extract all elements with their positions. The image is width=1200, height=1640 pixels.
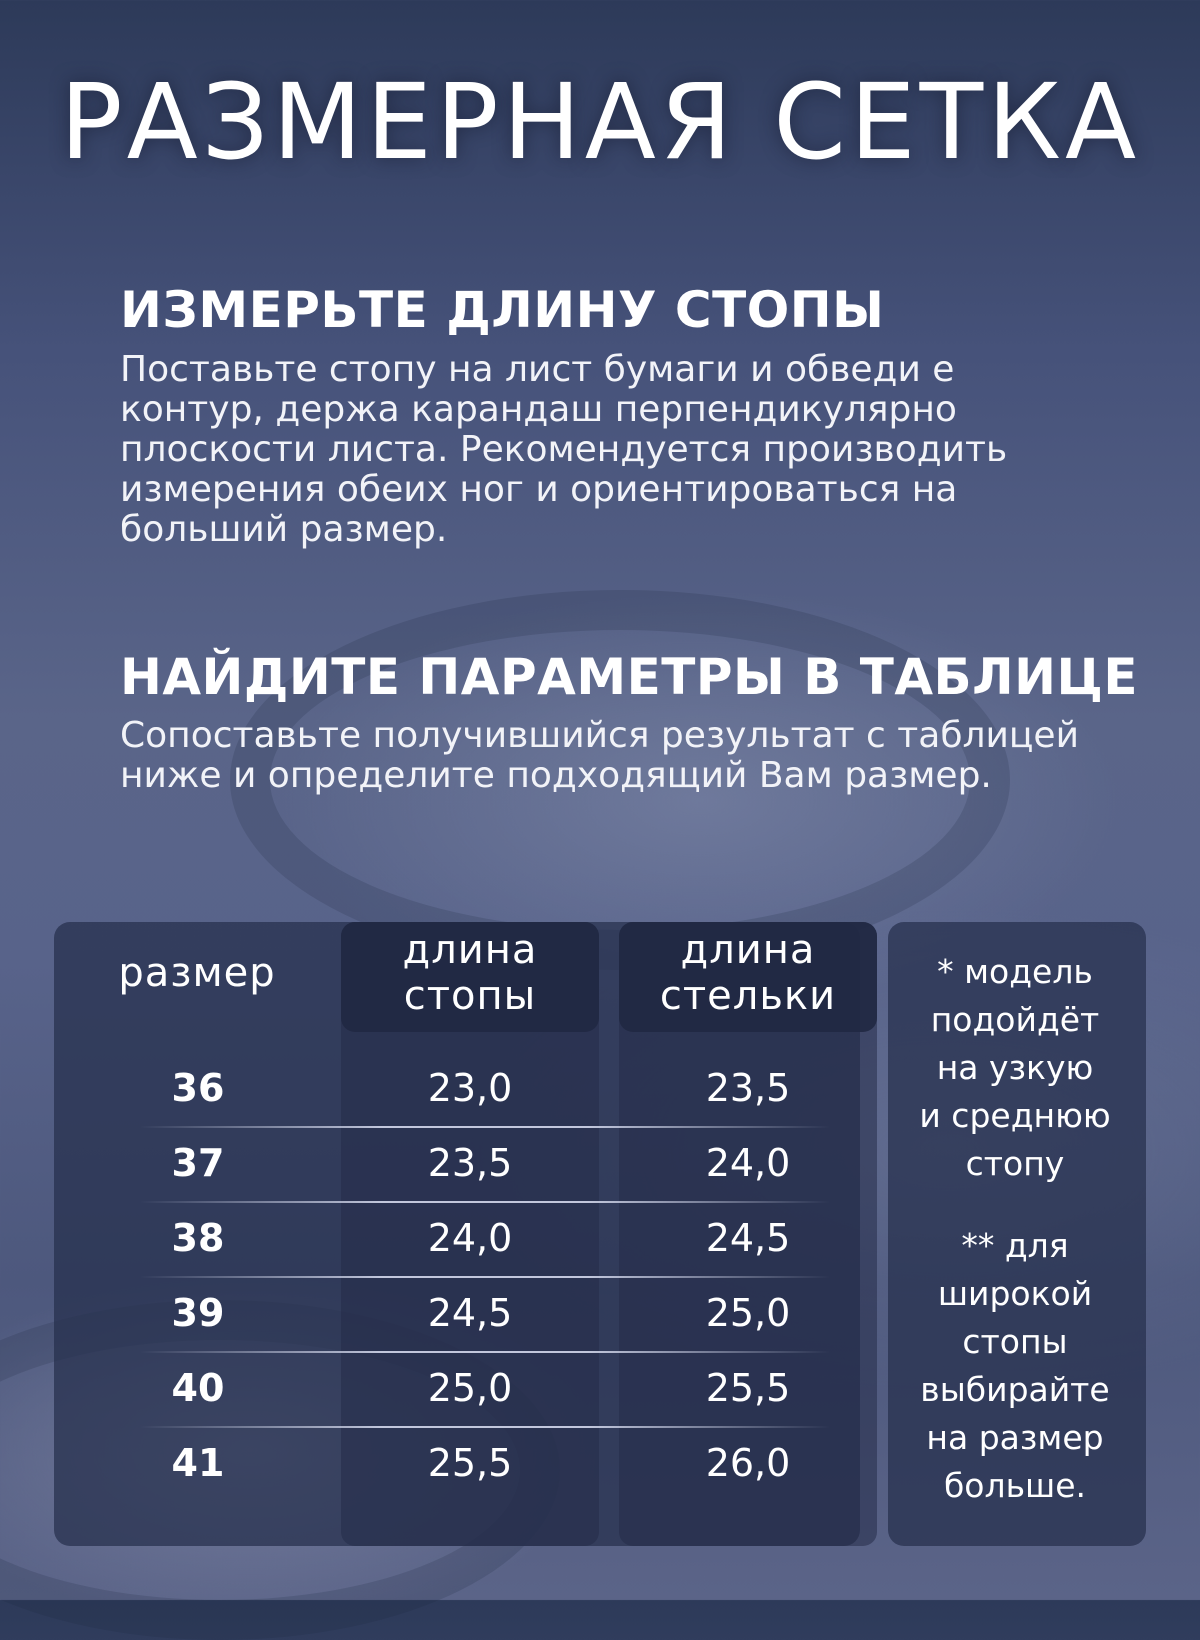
foot-length-cell: 23,5 [427, 1141, 513, 1185]
note-line: ** для [961, 1226, 1069, 1265]
foot-length-cell: 23,0 [427, 1066, 513, 1110]
foot-length-header-line: стопы [403, 973, 537, 1019]
row-divider [140, 1276, 830, 1278]
insole-length-header-line: длина [680, 927, 816, 973]
row-divider [140, 1351, 830, 1353]
step1-line: контур, держа карандаш перпендикулярно [120, 389, 957, 430]
row-divider [140, 1201, 830, 1203]
size-column-header: размер [118, 950, 276, 996]
foot-length-cell: 25,5 [427, 1441, 513, 1485]
foot-length-header [341, 927, 599, 1019]
foot-length-header-line: длина [402, 927, 538, 973]
insole-length-header-line: стельки [659, 973, 837, 1019]
page-title: РАЗМЕРНАЯ СЕТКА [59, 61, 1141, 183]
note-line: выбирайте [920, 1370, 1110, 1409]
insole-length-cell: 23,5 [705, 1066, 791, 1110]
note-line: на размер [926, 1418, 1104, 1457]
size-cell: 38 [171, 1216, 225, 1260]
insole-length-cell: 25,5 [705, 1366, 791, 1410]
step2-heading: НАЙДИТЕ ПАРАМЕТРЫ В ТАБЛИЦЕ [120, 648, 1139, 706]
fit-note-narrow [890, 948, 1140, 1188]
step2-text [120, 716, 1160, 796]
note-line: * модель [937, 952, 1093, 991]
insole-length-cell: 26,0 [705, 1441, 791, 1485]
step1-line: Поставьте стопу на лист бумаги и обведи е [120, 349, 955, 390]
step1-text [120, 350, 1160, 550]
step1-line: измерения обеих ног и ориентироваться на [120, 469, 958, 510]
note-line: и среднюю [919, 1096, 1111, 1135]
insole-length-cell: 24,0 [705, 1141, 791, 1185]
step2-line: Сопоставьте получившийся результат с таблицей [120, 715, 1079, 756]
note-line: на узкую [936, 1048, 1094, 1087]
step1-line: больший размер. [120, 509, 448, 550]
size-cell: 36 [171, 1066, 225, 1110]
note-line: стопы [962, 1322, 1068, 1361]
step2-line: ниже и определите подходящий Вам размер. [120, 755, 992, 796]
size-cell: 41 [171, 1441, 225, 1485]
row-divider [140, 1426, 830, 1428]
note-line: подойдёт [930, 1000, 1100, 1039]
size-cell: 37 [171, 1141, 225, 1185]
step1-line: плоскости листа. Рекомендуется производить [120, 429, 1008, 470]
insole-length-cell: 24,5 [705, 1216, 791, 1260]
foot-length-cell: 24,5 [427, 1291, 513, 1335]
foot-length-cell: 24,0 [427, 1216, 513, 1260]
fit-note-wide [890, 1222, 1140, 1510]
insole-length-header [619, 927, 877, 1019]
insole-length-cell: 25,0 [705, 1291, 791, 1335]
note-line: стопу [965, 1144, 1065, 1183]
size-cell: 39 [171, 1291, 225, 1335]
note-line: больше. [943, 1466, 1087, 1505]
size-cell: 40 [171, 1366, 225, 1410]
step1-heading: ИЗМЕРЬТЕ ДЛИНУ СТОПЫ [120, 281, 885, 339]
foot-length-cell: 25,0 [427, 1366, 513, 1410]
note-line: широкой [937, 1274, 1093, 1313]
row-divider [140, 1126, 830, 1128]
